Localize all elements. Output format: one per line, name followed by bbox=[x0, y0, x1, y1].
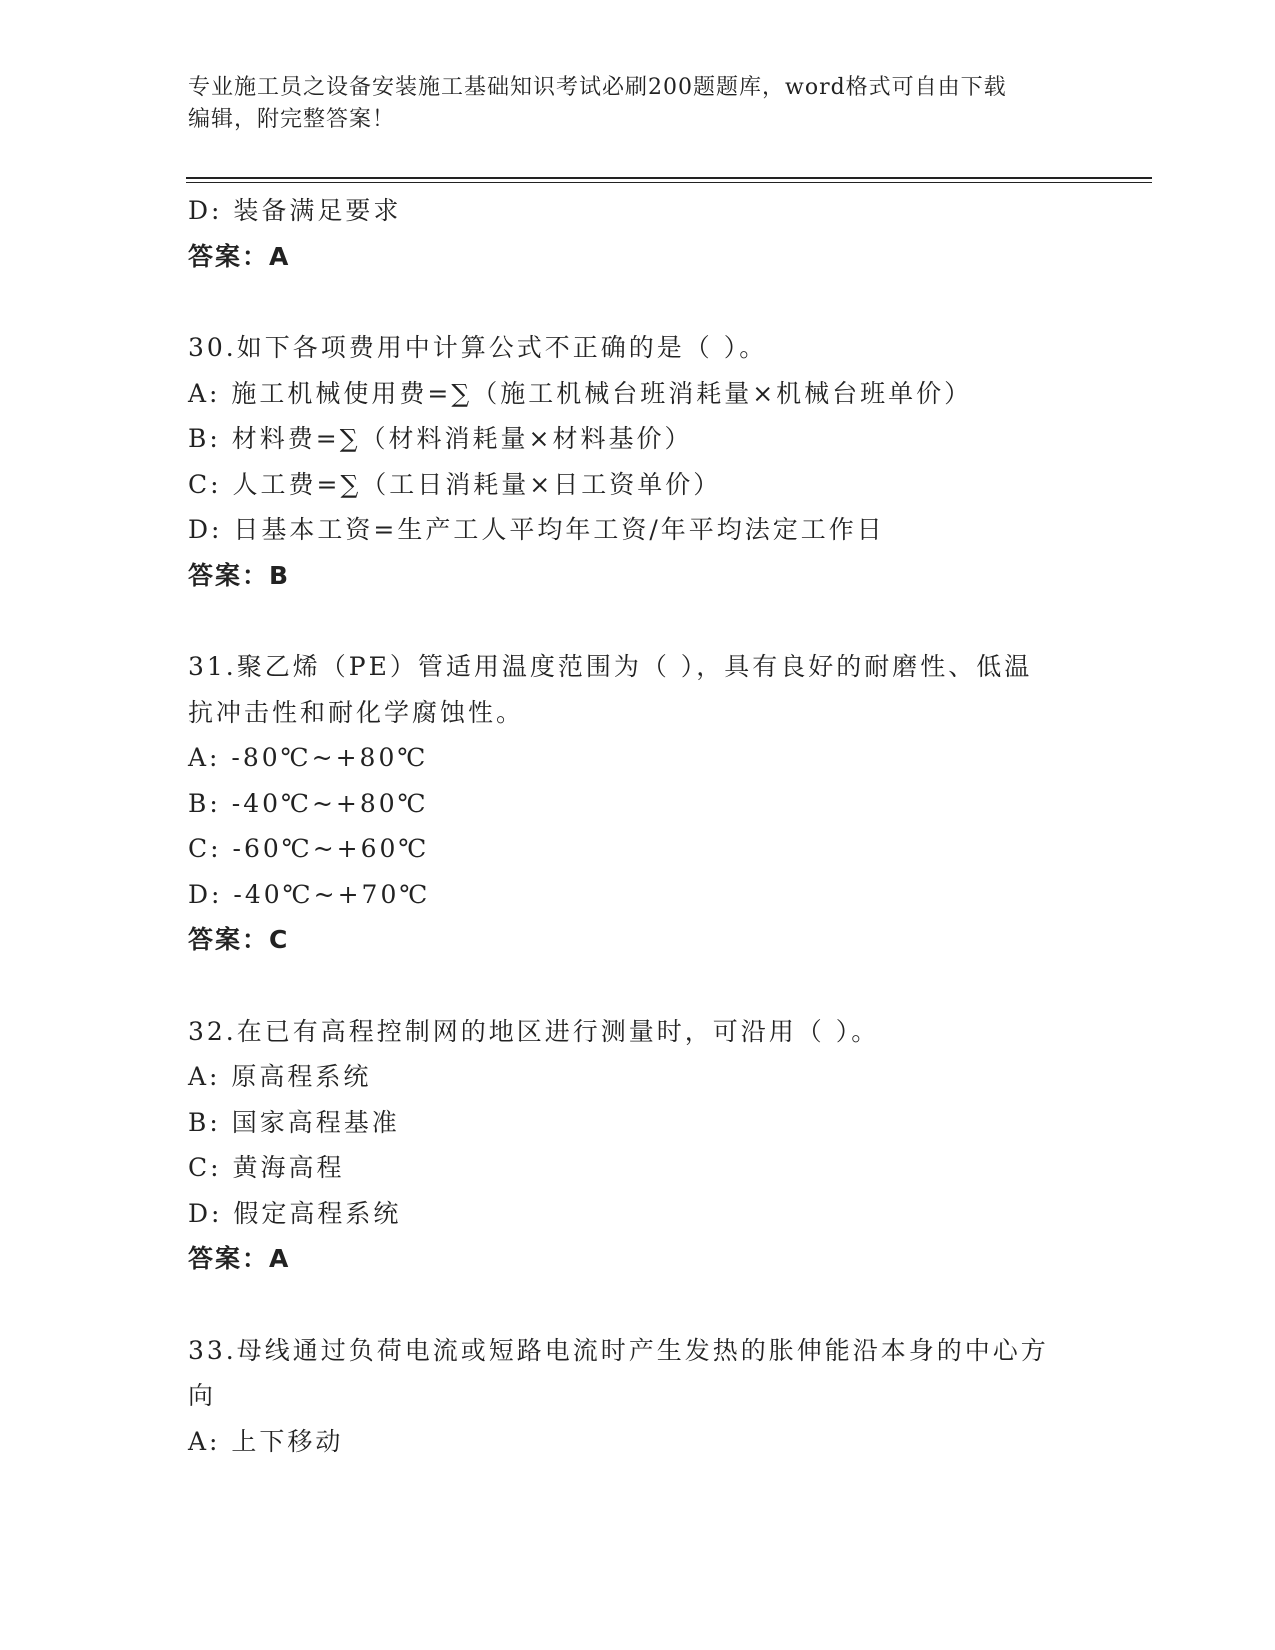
question-30 bbox=[188, 325, 1088, 598]
question-30-answer: 答案：B bbox=[188, 560, 291, 590]
question-32-option-a: A: 原高程系统 bbox=[188, 1062, 372, 1091]
question-32-option-d: D: 假定高程系统 bbox=[188, 1198, 402, 1228]
question-31-text-line-2: 抗冲击性和耐化学腐蚀性。 bbox=[188, 697, 525, 727]
header-line-1: 专业施工员之设备安装施工基础知识考试必刷200题题库，word格式可自由下载 bbox=[188, 75, 1007, 100]
prev-option-d: D: 装备满足要求 bbox=[188, 196, 402, 225]
question-33-text-line-1: 33.母线通过负荷电流或短路电流时产生发热的胀伸能沿本身的中心方 bbox=[188, 1335, 1049, 1365]
header-line-2: 编辑，附完整答案！ bbox=[188, 107, 396, 132]
question-31-option-d: D: -40℃~+70℃ bbox=[188, 879, 431, 909]
question-32-option-c: C: 黄海高程 bbox=[188, 1153, 345, 1182]
prev-answer: 答案：A bbox=[188, 241, 291, 271]
question-31-option-a: A: -80℃~+80℃ bbox=[188, 743, 429, 772]
question-31-text-line-1: 31.聚乙烯（PE）管适用温度范围为（ ），具有良好的耐磨性、低温 bbox=[188, 652, 1033, 681]
question-31-option-c: C: -60℃~+60℃ bbox=[188, 834, 430, 863]
question-30-option-b: B: 材料费=∑（材料消耗量×材料基价） bbox=[188, 424, 693, 453]
question-30-option-a: A: 施工机械使用费=∑（施工机械台班消耗量×机械台班单价） bbox=[188, 378, 973, 408]
question-30-option-d: D: 日基本工资=生产工人平均年工资/年平均法定工作日 bbox=[188, 515, 885, 544]
question-33-option-a: A: 上下移动 bbox=[188, 1426, 344, 1456]
question-30-text: 30.如下各项费用中计算公式不正确的是（ ）。 bbox=[188, 333, 768, 362]
question-31-answer: 答案：C bbox=[188, 925, 290, 954]
question-32 bbox=[188, 1009, 1088, 1282]
question-31 bbox=[188, 644, 1088, 963]
question-32-option-b: B: 国家高程基准 bbox=[188, 1107, 400, 1137]
page-header bbox=[188, 72, 1088, 136]
question-30-option-c: C: 人工费=∑（工日消耗量×日工资单价） bbox=[188, 469, 722, 499]
question-33 bbox=[188, 1328, 1088, 1465]
header-divider-thick bbox=[186, 177, 1152, 179]
question-32-text: 32.在已有高程控制网的地区进行测量时，可沿用（ ）。 bbox=[188, 1016, 880, 1046]
question-32-answer: 答案：A bbox=[188, 1244, 291, 1273]
header-divider-thin bbox=[186, 182, 1152, 183]
document-body bbox=[188, 188, 1088, 1464]
question-31-option-b: B: -40℃~+80℃ bbox=[188, 788, 429, 818]
question-33-text-line-2: 向 bbox=[188, 1381, 217, 1410]
